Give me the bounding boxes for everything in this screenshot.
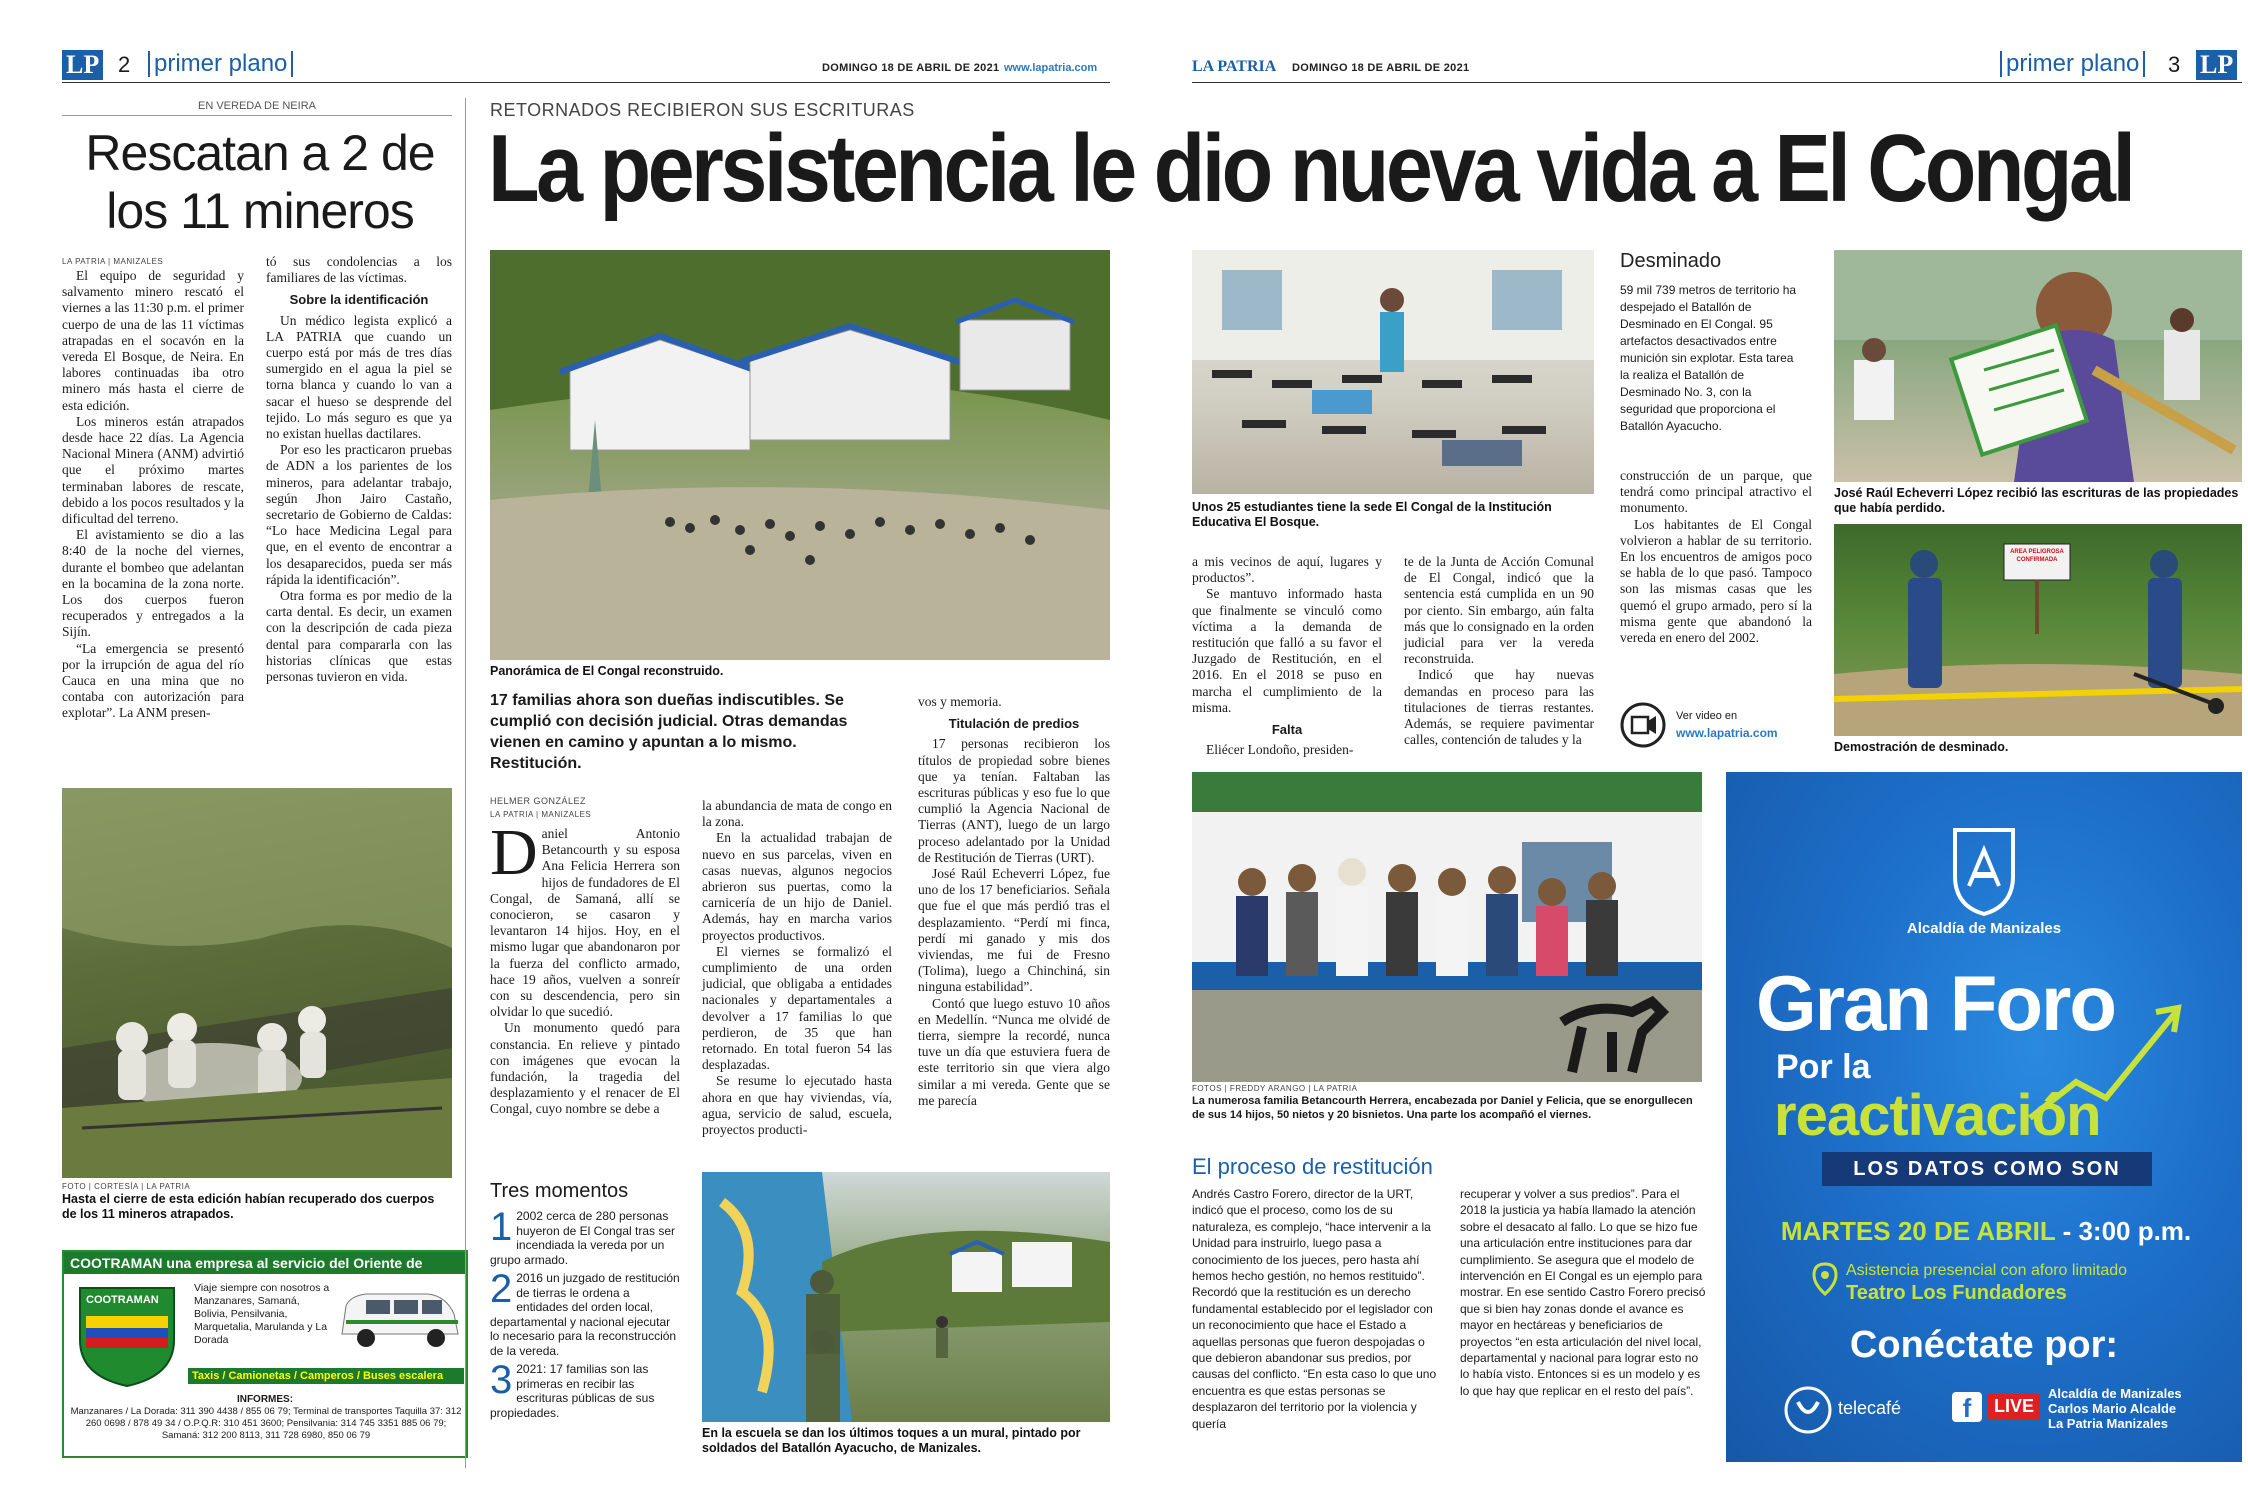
video-play-icon[interactable] [1620,702,1666,748]
live-page-item: Alcaldía de Manizales [2048,1386,2182,1401]
cootraman-brand: COOTRAMAN [86,1294,159,1306]
desminado-title: Desminado [1620,250,1722,272]
lp-logo-left: LP [62,50,103,80]
paragraph: Se resume lo ejecutado hasta ahora en que hay viviendas, vía, agua, servicio de salud, escuela, proyectos producti- [702,1073,892,1138]
live-page-item: Carlos Mario Alcalde [2048,1401,2177,1416]
paragraph: te de la Junta de Acción Comunal de El Congal, indicó que la sentencia está cumplida en un 90 por ciento. Sin embargo, aún falta más que lo consignado en la orden judicial para ver la vereda reconstruida. [1404,554,1594,667]
main-byline: LA PATRIA | MANIZALES [490,810,592,819]
miners-subhead: Sobre la identificación [289,292,429,308]
family-photo-credit: FOTOS | FREDDY ARANGO | LA PATRIA [1192,1084,1358,1093]
cootraman-tagline: Viaje siempre con nosotros a Manzanares, Samaná, Bolivia, Pensilvania, Marquetalia, Marulanda y La Dorada [194,1282,330,1346]
left-header-rule [62,82,1110,83]
venue-line1: Asistencia presencial con aforo limitado [1846,1262,2128,1279]
video-link[interactable] [1620,702,1810,748]
gran-foro-ad[interactable] [1726,772,2242,1462]
facebook-icon: f [1952,1392,1982,1422]
miners-photo-credit: FOTO | CORTESÍA | LA PATRIA [62,1182,191,1191]
cootraman-ad[interactable] [62,1250,468,1458]
column-divider [465,98,466,1468]
mural-photo [702,1172,1110,1422]
cootraman-services: Taxis / Camionetas / Camperos / Buses escalera [188,1368,464,1384]
right-colA [1192,554,1382,758]
main-col1 [490,816,680,1118]
tres-momentos-box [490,1180,682,1420]
paragraph: En la actualidad trabajan de nuevo en sus parcelas, viven en casas nuevas, algunos negocios abrieron sus puertas, como la carnicería de un hijo de Daniel. Además, hay en marcha varios proyectos productivos. [702,830,892,943]
paragraph: Indicó que hay nuevas demandas en proceso para las titulaciones de tierras restantes. Además, se requiere pavimentar calles, contención de taludes y la [1404,667,1594,748]
cootraman-info-title: INFORMES: [236,1394,294,1405]
congal-panorama-photo [490,250,1110,660]
paragraph: Contó que luego estuvo 10 años en Medellín. “Nunca me olvidé de tierra, siempre la recordé, nunca tuve un día que estuviera fuera de este territorio sin que viera algo similar a mi vereda. Gente que se me parecía [918,995,1110,1108]
paragraph: Se mantuvo informado hasta que finalmente se vinculó como víctima a la demanda de restitución que falló a su favor el Juzgado de Restitución, en el 2016. En el 2018 se puso en marcha el cumplimiento de la misma. [1192,586,1382,715]
main-kicker: RETORNADOS RECIBIERON SUS ESCRITURAS [490,100,915,120]
demining-caption: Demostración de desminado. [1834,740,2009,754]
foro-date [1746,1216,2226,1247]
foro-title-por-la: Por la [1776,1048,1871,1086]
proceso-title: El proceso de restitución [1192,1154,1433,1179]
paragraph: El avistamiento se dio a las 8:40 de la noche del viernes, durante el bombeo que adelantan en la bocamina de la zona norte. Los dos cuerpos fueron recuperados y entregados a la Sijín. [62,527,244,640]
miners-col1 [62,268,244,722]
momento-2 [490,1271,682,1358]
echeverri-photo [1834,250,2242,482]
main-col2-inner [702,798,892,1138]
momento-3 [490,1362,682,1420]
masthead: LA PATRIA [1192,58,1277,75]
classroom-photo [1192,250,1594,494]
momento-number: 3 [490,1362,513,1402]
paragraph: El viernes se formalizó el cumplimiento de una orden judicial, que obligaba a entidades nacionales y departamentales a devolver a 17 familias lo que perdieron, de 35 que han retornado. En total fueron 54 las desplazadas. [702,943,892,1073]
paragraph: tó sus condolencias a los familiares de las víctimas. [266,254,452,286]
panorama-caption: Panorámica de El Congal reconstruido. [490,664,724,678]
momento-text: 2002 cerca de 280 personas huyeron de El Congal tras ser incendiada la vereda por un grupo armado. [490,1209,676,1267]
miners-col2 [266,254,452,685]
miners-photo [62,788,452,1178]
alcaldia-shield-icon [1949,826,2019,916]
miners-headline: Rescatan a 2 de los 11 mineros [85,125,435,239]
miners-kicker-rule [62,115,452,116]
live-pages [2048,1386,2182,1431]
left-page-header [62,50,1110,84]
right-page-header [1192,50,2242,84]
proceso-col1: Andrés Castro Forero, director de la URT, indicó que el proceso, como los de su naturaleza, es complejo, “hace intervenir a la Unidad para instruirlo, luego pasa a conocimiento de los jueces, pero hasta ahí hemos hecho gestión, no hemos restituido”. Recordó que la restitución es un derecho fundamental establecido por el legislador con un reconocimiento que hace el Estado a aquellas personas que fueron despojadas o que debieron abandonar sus predios, por causas del conflicto. “En esta caso lo que uno encuentra es que estas personas se desplazaron del territorio por la violencia y quería [1192,1187,1437,1431]
titulacion-subhead: Titulación de predios [948,716,1080,732]
cootraman-ad-title: COOTRAMAN una empresa al servicio del Oriente de Caldas [64,1252,466,1274]
van-image [336,1284,462,1356]
live-page-item: La Patria Manizales [2048,1416,2168,1431]
paragraph: Los mineros están atrapados desde hace 22 días. La Agencia Nacional Minera (ANM) advirtió que el próximo martes terminaban labores de rescate, debido a los pocos resultados y la dificultad del terreno. [62,413,244,527]
classroom-caption: Unos 25 estudiantes tiene la sede El Congal de la Institución Educativa El Bosque. [1192,500,1552,529]
cootraman-badge [72,1280,182,1390]
left-section-label: primer plano [148,51,293,77]
main-author: HELMER GONZÁLEZ [490,796,587,806]
paragraph: Un monumento quedó para constancia. En relieve y pintado con imágenes que evocan la fundación, la tragedia del desplazamiento y el renacer de El Congal, cuyo nombre se debe a [490,1020,680,1117]
paragraph: 17 personas recibieron los títulos de propiedad sobre bienes que ya tenían. Faltaban las escrituras públicas y eso fue lo que cumplió la Agencia Nacional de Tierras (ANT), luego de un largo proceso adelantado por la Unidad de Restitución de Tierras (URT). [918,736,1110,865]
momento-number: 2 [490,1271,513,1311]
drop-cap: D [490,816,538,889]
family-caption: La numerosa familia Betancourth Herrera, encabezada por Daniel y Felicia, que se enorgullecen de sus 14 hijos, 50 nietos y 20 bisnietos. Una parte los acompañó el viernes. [1192,1095,1693,1121]
paragraph: vos y memoria. [918,694,1002,709]
miners-byline: LA PATRIA | MANIZALES [62,257,164,266]
miners-photo-caption: Hasta el cierre de esta edición habían recuperado dos cuerpos de los 11 mineros atrapados. [62,1192,435,1221]
live-badge: LIVE [1988,1394,2040,1419]
paragraph: Los habitantes de El Congal volvieron a hablar de su territorio. En los encuentros de amigos poco se habla de lo que pasó. Tampoco son las mismas casas que les quemó el grupo armado, pero sí la misma gente que abandonó la vereda en enero del 2002. [1620,516,1812,646]
venue-line2: Teatro Los Fundadores [1846,1282,2067,1304]
momento-1 [490,1209,682,1267]
tres-momentos-title: Tres momentos [490,1180,629,1202]
foro-title-reactivacion: reactivación [1774,1083,2101,1148]
paragraph: “La emergencia se presentó por la irrupción de agua del río Cauca en una mina que no contaba con autorización para explotar”. La ANM presen- [62,640,244,721]
video-url[interactable]: www.lapatria.com [1676,726,1778,740]
betancourth-family-image [1192,772,1702,1082]
man-holding-deed-image [1834,250,2242,482]
foro-date-time: - 3:00 p.m. [2062,1216,2192,1246]
paragraph: Eliécer Londoño, presiden- [1206,742,1354,758]
rescue-scene-image [62,788,452,1178]
cootraman-info: Manzanares / La Dorada: 311 390 4438 / 855 06 79; Terminal de transportes Taquilla 37: 312 260 0698 / 878 49 34 / O.P.Q.R: 310 451 3600; Pensilvania: 314 745 3351 885 06 79; Samaná: 312 200 8113, 311 728 6980, 850 06 79 [70,1406,462,1441]
main-deck: 17 familias ahora son dueñas indiscutibles. Se cumplió con decisión judicial. Otras demandas vienen en camino y apuntan a lo mismo. Restitución. [490,692,848,772]
paragraph: El equipo de seguridad y salvamento minero rescató el viernes a las 11:30 p.m. el primer cuerpo de una de las 11 víctimas atrapadas en el socavón en la vereda El Bosque, de Neira. En labores continuadas iba otro minero más hasta el cierre de esta edición. [62,268,244,413]
momento-number: 1 [490,1209,513,1249]
lp-logo-right: LP [2196,50,2237,80]
foro-date-day: MARTES 20 DE ABRIL [1780,1216,2056,1246]
paragraph: a mis vecinos de aquí, lugares y productos”. [1192,554,1382,586]
foro-title: Gran Foro [1756,959,2116,1047]
right-date: DOMINGO 18 DE ABRIL DE 2021 [1292,62,1470,74]
mural-caption: En la escuela se dan los últimos toques a un mural, pintado por soldados del Batallón Ayacucho, de Manizales. [702,1426,1081,1455]
echeverri-caption: José Raúl Echeverri López recibió las escrituras de las propiedades que había perdido. [1834,486,2239,515]
momento-text: 2021: 17 familias son las primeras en recibir las escrituras públicas de sus propiedades. [490,1362,655,1420]
miners-kicker: EN VEREDA DE NEIRA [198,100,316,112]
mural-soldiers-image [702,1172,1110,1422]
left-url[interactable]: www.lapatria.com [1004,62,1098,74]
demining-photo [1834,524,2242,736]
right-section-label: primer plano [2000,51,2145,77]
village-panorama-image [490,250,1110,660]
left-page-number: 2 [118,52,131,77]
van-icon [336,1284,462,1356]
telecafe-label: telecafé [1838,1398,1902,1418]
connect-label: Conéctate por: [1849,1324,2119,1366]
foro-band: LOS DATOS COMO SON [1822,1152,2152,1186]
desminado-text: 59 mil 739 metros de territorio ha despejado el Batallón de Desminado en El Congal. 95 artefactos desactivados entre munición sin explotar. Esta tarea la realiza el Batallón de Desminado No. 3, con la seguridad que proporciona el Batallón Ayacucho. [1620,283,1797,433]
telecafe-logo-icon [1782,1384,1834,1436]
right-colB [1404,554,1594,748]
right-page-number: 3 [2168,52,2181,77]
momento-text: 2016 un juzgado de restitución de tierras le ordena a entidades del orden local, departamental y nacional ejecutar lo necesario para la reconstrucción de la vereda. [490,1271,680,1358]
right-colC [1620,468,1812,646]
paragraph: Un médico legista explicó a LA PATRIA que cuando un cuerpo está por más de tres días sumergido en el agua la piel se torna blanca y cuando lo van a sacar el hueso se desprende del tejido. Lo más seguro es que ya no existan huellas dactilares. [266,312,452,442]
right-header-rule [1192,82,2242,83]
paragraph: José Raúl Echeverri López, fue uno de los 17 beneficiarios. Señala que fue el que más perdió tras el desplazamiento. “Perdí mi finca, perdí mi ganado y mis dos viviendas, me fui de Fresno (Tolima), luego a Chinchiná, sin ninguna estabilidad”. [918,866,1110,995]
location-pin-icon [1812,1262,1838,1296]
danger-sign-text: AREA PELIGROSA CONFIRMADA [2010,549,2064,563]
family-photo [1192,772,1702,1082]
left-date: DOMINGO 18 DE ABRIL DE 2021 [822,62,1000,74]
proceso-col2: recuperar y volver a sus predios”. Para el 2018 la justicia ya había llamado la atención sobre el desacato al fallo. Lo que se hizo fue una articulación entre instituciones para dar cumplimiento. Se asegura que el modelo de intervención en El Congal es un ejemplo para mostrar. En ese sentido Castro Forero precisó que si bien hay zonas donde el avance es mayor en hectáreas y beneficiarios de proyectos “en esta articulación del nivel local, departamental y nacional para lograr esto no lo había visto. Entonces si es un modelo y es lo que hay que replicar en el resto del país”. [1460,1187,1706,1398]
video-label: Ver video en [1676,710,1738,722]
paragraph: Por eso les practicaron pruebas de ADN a los parientes de los mineros, para adelantar trabajo, según Jhon Jairo Castaño, secretario de Gobierno de Caldas: “Lo hace Medicina Legal para que, en el evento de encontrar a los desaparecidos, pueda ser más rápida la identificación”. [266,442,452,587]
classroom-image [1192,250,1594,494]
main-col3 [918,694,1110,1109]
paragraph: aniel Antonio Betancourth y su esposa Ana Felicia Herrera son hijos de fundadores de El Congal, de Samaná, allí se conocieron, se casaron y levantaron 14 hijos. Hoy, en el mismo lugar que abandonaron por la fuerza del conflicto armado, hace 19 años, vuelven a sonreír con su descendencia, pero sin olvidar lo que sucedió. [490,826,680,1020]
paragraph: la abundancia de mata de congo en la zona. [702,798,892,830]
main-headline: La persistencia le dio nueva vida a El Congal [488,115,2133,222]
falta-subhead: Falta [1271,722,1303,738]
alcaldia-name: Alcaldía de Manizales [1906,920,2062,937]
paragraph: construcción de un parque, que tendrá como principal atractivo el monumento. [1620,468,1812,516]
paragraph: Otra forma es por medio de la carta dental. Es decir, un examen con la descripción de cada pieza dental para compararla con las historias clínicas que estas personas tuvieron en vida. [266,588,452,685]
